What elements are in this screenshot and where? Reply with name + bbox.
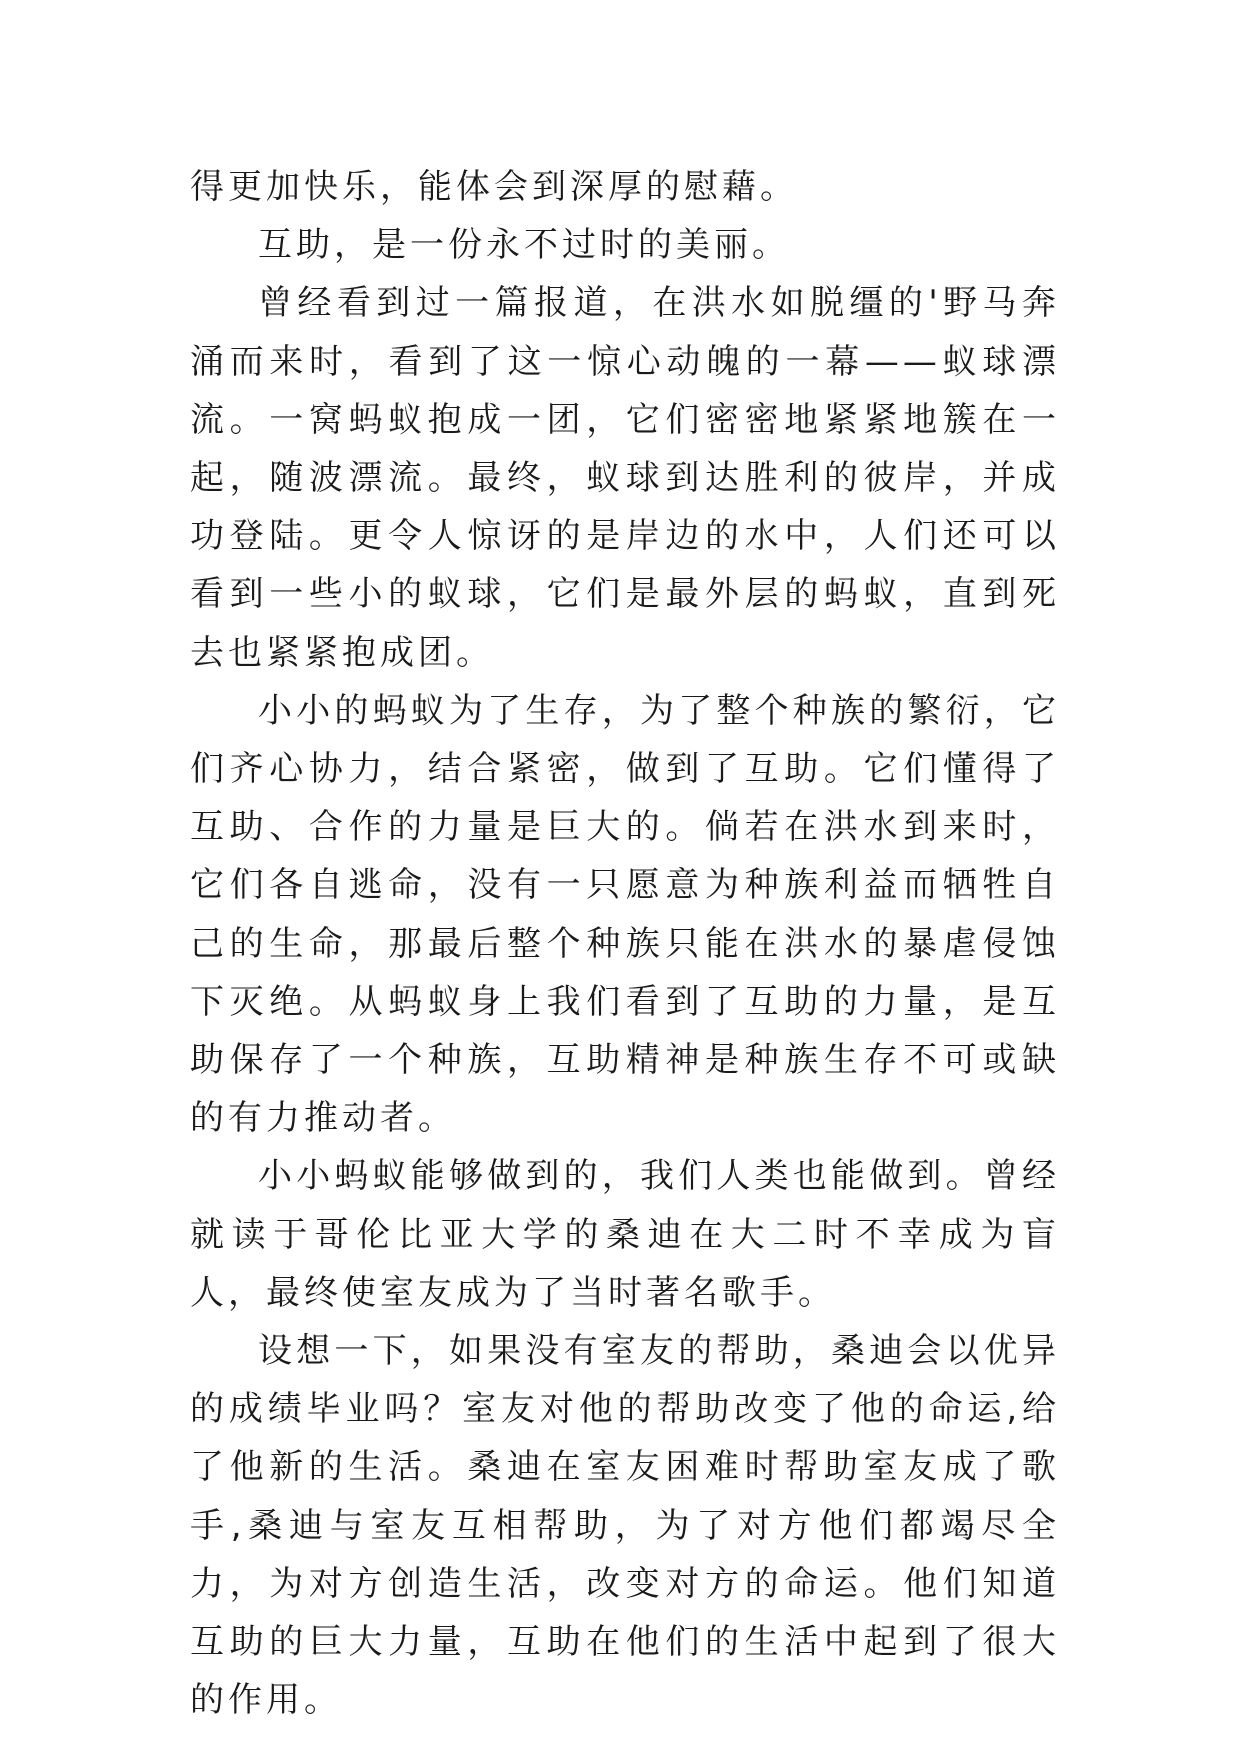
paragraph-2: 互助，是一份永不过时的美丽。 [258, 225, 790, 266]
paragraph-6: 设想一下，如果没有室友的帮助，桑迪会以优异的成绩毕业吗？室友对他的帮助改变了他的命运,给了他新的生活。桑迪在室友困难时帮助室友成了歌手,桑迪与室友互相帮助，为了对方他们都竭尽全力，为对方创造生活，改变对方的命运。他们知道互助的巨大力量，互助在他们的生活中起到了很大的作用。 [190, 1331, 1060, 1721]
paragraph-3: 曾经看到过一篇报道，在洪水如脱缰的'野马奔涌而来时，看到了这一惊心动魄的一幕——蚁球漂流。一窝蚂蚁抱成一团，它们密密地紧紧地簇在一起，随波漂流。最终，蚁球到达胜利的彼岸，并成功登陆。更令人惊讶的是岸边的水中，人们还可以看到一些小的蚁球，它们是最外层的蚂蚁，直到死去也紧紧抱成团。 [190, 283, 1060, 673]
paragraph-4: 小小的蚂蚁为了生存，为了整个种族的繁衍，它们齐心协力，结合紧密，做到了互助。它们懂得了互助、合作的力量是巨大的。倘若在洪水到来时，它们各自逃命，没有一只愿意为种族利益而牺牲自己的生命，那最后整个种族只能在洪水的暴虐侵蚀下灭绝。从蚂蚁身上我们看到了互助的力量，是互助保存了一个种族，互助精神是种族生存不可或缺的有力推动者。 [190, 690, 1060, 1139]
paragraph-5: 小小蚂蚁能够做到的，我们人类也能做到。曾经就读于哥伦比亚大学的桑迪在大二时不幸成为盲人，最终使室友成为了当时著名歌手。 [190, 1156, 1060, 1313]
document-body [190, 158, 1060, 1729]
paragraph-1: 得更加快乐，能体会到深厚的慰藉。 [190, 167, 798, 207]
